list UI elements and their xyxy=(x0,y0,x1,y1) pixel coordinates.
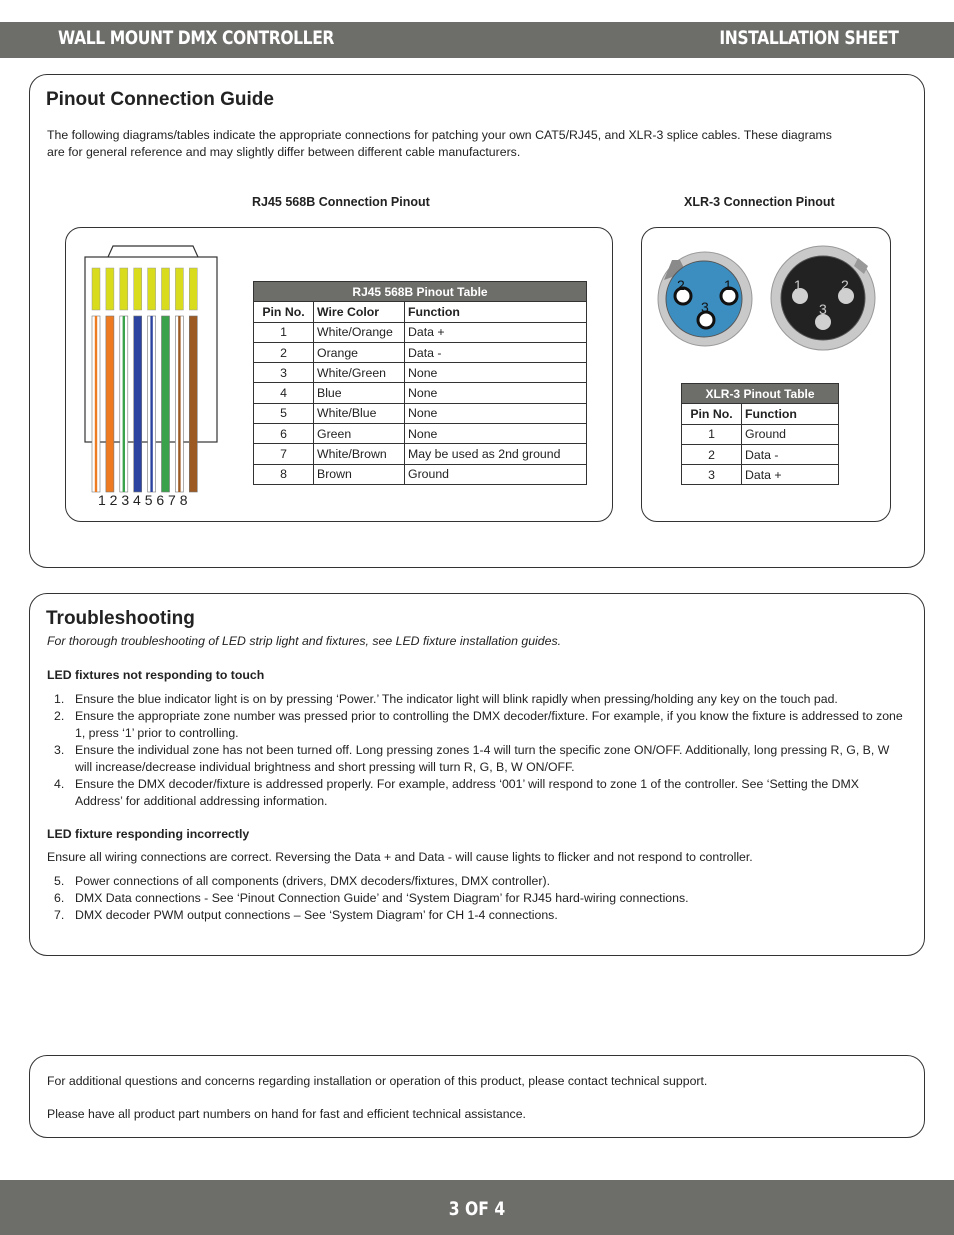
xlr-cell-function: Data - xyxy=(742,444,839,464)
rj45-cell-color: Brown xyxy=(314,464,405,484)
rj45-cell-pin: 3 xyxy=(254,363,314,383)
xlr-female-connector xyxy=(658,252,752,346)
pinout-intro-line2: are for general reference and may slightly differ between different cable manufacturers. xyxy=(47,145,521,159)
troubleshooting-title: Troubleshooting xyxy=(46,608,195,629)
troubleshooting-step xyxy=(47,890,907,907)
group2-heading: LED fixture responding incorrectly xyxy=(47,827,250,841)
xlr-connectors-diagram xyxy=(646,238,886,368)
step-number: 3. xyxy=(54,743,65,757)
rj45-table-row xyxy=(254,383,587,403)
step-text: Power connections of all components (drivers, DMX decoders/fixtures, DMX controller). xyxy=(75,874,550,888)
rj45-cell-function: Data - xyxy=(405,342,587,362)
step-number: 1. xyxy=(54,692,65,706)
rj45-table-row xyxy=(254,342,587,362)
rj45-col-function: Function xyxy=(405,302,587,322)
rj45-cell-function: Data + xyxy=(405,322,587,342)
rj45-cell-function: None xyxy=(405,383,587,403)
pinout-title: Pinout Connection Guide xyxy=(46,89,274,110)
document-title: WALL MOUNT DMX CONTROLLER xyxy=(58,27,335,49)
rj45-pin-numbers: 1 2 3 4 5 6 7 8 xyxy=(98,492,188,508)
rj45-cell-color: White/Green xyxy=(314,363,405,383)
xlr-cell-pin: 2 xyxy=(682,444,742,464)
pinout-intro xyxy=(47,127,917,161)
troubleshooting-step xyxy=(47,691,907,708)
rj45-wire-6 xyxy=(162,268,170,492)
rj45-table-row xyxy=(254,444,587,464)
rj45-cell-pin: 4 xyxy=(254,383,314,403)
step-number: 5. xyxy=(54,874,65,888)
rj45-cell-pin: 8 xyxy=(254,464,314,484)
pinout-intro-line1: The following diagrams/tables indicate the appropriate connections for patching your own CAT5/RJ45, and XLR-3 splice cables. These diagrams xyxy=(47,128,832,142)
rj45-wire-8 xyxy=(189,268,197,492)
rj45-heading: RJ45 568B Connection Pinout xyxy=(252,195,430,209)
group1-heading: LED fixtures not responding to touch xyxy=(47,668,265,682)
group1-list xyxy=(47,691,907,810)
rj45-cell-function: Ground xyxy=(405,464,587,484)
step-text: Ensure the individual zone has not been turned off. Long pressing zones 1-4 will turn the specific zone ON/OFF. Additionally, long pressing R, G, B, W will increase/decrease individual brightness and short pressing will turn R, G, B, W ON/OFF. xyxy=(75,743,890,774)
sheet-type: INSTALLATION SHEET xyxy=(718,27,898,49)
rj45-table-row xyxy=(254,403,587,423)
rj45-col-pin: Pin No. xyxy=(254,302,314,322)
group2-intro: Ensure all wiring connections are correct. Reversing the Data + and Data - will cause lights to flicker and not respond to controller. xyxy=(47,850,753,864)
step-text: Ensure the appropriate zone number was pressed prior to controlling the DMX decoder/fixture. For example, if you know the fixture is addressed to zone 1, press ‘1’ prior to controlling. xyxy=(75,709,903,740)
xlr-col-pin: Pin No. xyxy=(682,404,742,424)
step-text: DMX Data connections - See ‘Pinout Connection Guide’ and ‘System Diagram’ for RJ45 hard-wiring connections. xyxy=(75,891,689,905)
rj45-cell-color: White/Blue xyxy=(314,403,405,423)
rj45-table-row xyxy=(254,322,587,342)
rj45-cell-pin: 5 xyxy=(254,403,314,423)
troubleshooting-step xyxy=(47,776,907,810)
rj45-col-color: Wire Color xyxy=(314,302,405,322)
step-number: 4. xyxy=(54,777,65,791)
xlr-col-function: Function xyxy=(742,404,839,424)
step-text: DMX decoder PWM output connections – See ‘System Diagram’ for CH 1-4 connections. xyxy=(75,908,558,922)
xlr-cell-function: Data + xyxy=(742,465,839,485)
xlr-male-connector xyxy=(771,246,875,350)
rj45-cell-color: White/Orange xyxy=(314,322,405,342)
rj45-cell-pin: 6 xyxy=(254,424,314,444)
xlr-cell-function: Ground xyxy=(742,424,839,444)
support-line1: For additional questions and concerns regarding installation or operation of this product, please contact technical support. xyxy=(47,1074,708,1088)
xlr-female-label-3: 3 xyxy=(701,299,709,315)
xlr-male-label-1: 1 xyxy=(794,277,802,293)
xlr-table-row xyxy=(682,465,839,485)
rj45-cell-function: May be used as 2nd ground xyxy=(405,444,587,464)
troubleshooting-step xyxy=(47,742,907,776)
troubleshooting-panel xyxy=(29,593,925,956)
xlr-table-caption: XLR-3 Pinout Table xyxy=(682,384,839,404)
rj45-cell-pin: 1 xyxy=(254,322,314,342)
group2-list xyxy=(47,873,907,924)
xlr-female-label-1: 1 xyxy=(724,277,732,293)
rj45-wire-3 xyxy=(120,268,128,492)
footer-bar xyxy=(0,1180,954,1235)
troubleshooting-step xyxy=(47,873,907,890)
support-panel xyxy=(29,1055,925,1138)
xlr-table-row xyxy=(682,444,839,464)
rj45-wire-4 xyxy=(134,268,142,492)
page-number: 3 OF 4 xyxy=(448,1198,506,1220)
rj45-cell-color: Orange xyxy=(314,342,405,362)
rj45-cell-color: Green xyxy=(314,424,405,444)
rj45-cell-pin: 2 xyxy=(254,342,314,362)
rj45-table-row xyxy=(254,464,587,484)
troubleshooting-step xyxy=(47,907,907,924)
step-number: 2. xyxy=(54,709,65,723)
rj45-cell-function: None xyxy=(405,424,587,444)
rj45-wire-2 xyxy=(106,268,114,492)
xlr-cell-pin: 1 xyxy=(682,424,742,444)
step-text: Ensure the blue indicator light is on by pressing ‘Power.’ The indicator light will blink rapidly when pressing/holding any key on the touch pad. xyxy=(75,692,838,706)
rj45-cell-function: None xyxy=(405,363,587,383)
rj45-table-row xyxy=(254,424,587,444)
support-line2: Please have all product part numbers on hand for fast and efficient technical assistance. xyxy=(47,1107,526,1121)
xlr-diagram-box xyxy=(641,227,891,522)
xlr-male-label-3: 3 xyxy=(819,301,827,317)
rj45-latch xyxy=(108,246,198,257)
troubleshooting-step xyxy=(47,708,907,742)
rj45-cell-function: None xyxy=(405,403,587,423)
step-number: 6. xyxy=(54,891,65,905)
xlr-cell-pin: 3 xyxy=(682,465,742,485)
xlr-table-row xyxy=(682,424,839,444)
step-number: 7. xyxy=(54,908,65,922)
troubleshooting-subtitle: For thorough troubleshooting of LED strip light and fixtures, see LED fixture installation guides. xyxy=(47,634,562,648)
rj45-table-caption: RJ45 568B Pinout Table xyxy=(254,282,587,302)
rj45-wire-5 xyxy=(148,268,156,492)
xlr-pinout-table xyxy=(681,383,839,485)
rj45-cell-pin: 7 xyxy=(254,444,314,464)
rj45-wire-7 xyxy=(175,268,183,492)
xlr-male-label-2: 2 xyxy=(841,277,849,293)
rj45-table-row xyxy=(254,363,587,383)
pinout-panel xyxy=(29,74,925,568)
xlr-female-label-2: 2 xyxy=(677,277,685,293)
rj45-diagram-box xyxy=(65,227,613,522)
rj45-pinout-table xyxy=(253,281,587,485)
xlr-heading: XLR-3 Connection Pinout xyxy=(684,195,835,209)
header-bar xyxy=(0,22,954,58)
rj45-wire-1 xyxy=(92,268,100,492)
rj45-connector-diagram xyxy=(80,238,240,508)
step-text: Ensure the DMX decoder/fixture is addressed properly. For example, address ‘001’ will respond to zone 1 of the controller. See ‘Setting the DMX Address’ for additional addressing information. xyxy=(75,777,859,808)
rj45-cell-color: White/Brown xyxy=(314,444,405,464)
rj45-cell-color: Blue xyxy=(314,383,405,403)
